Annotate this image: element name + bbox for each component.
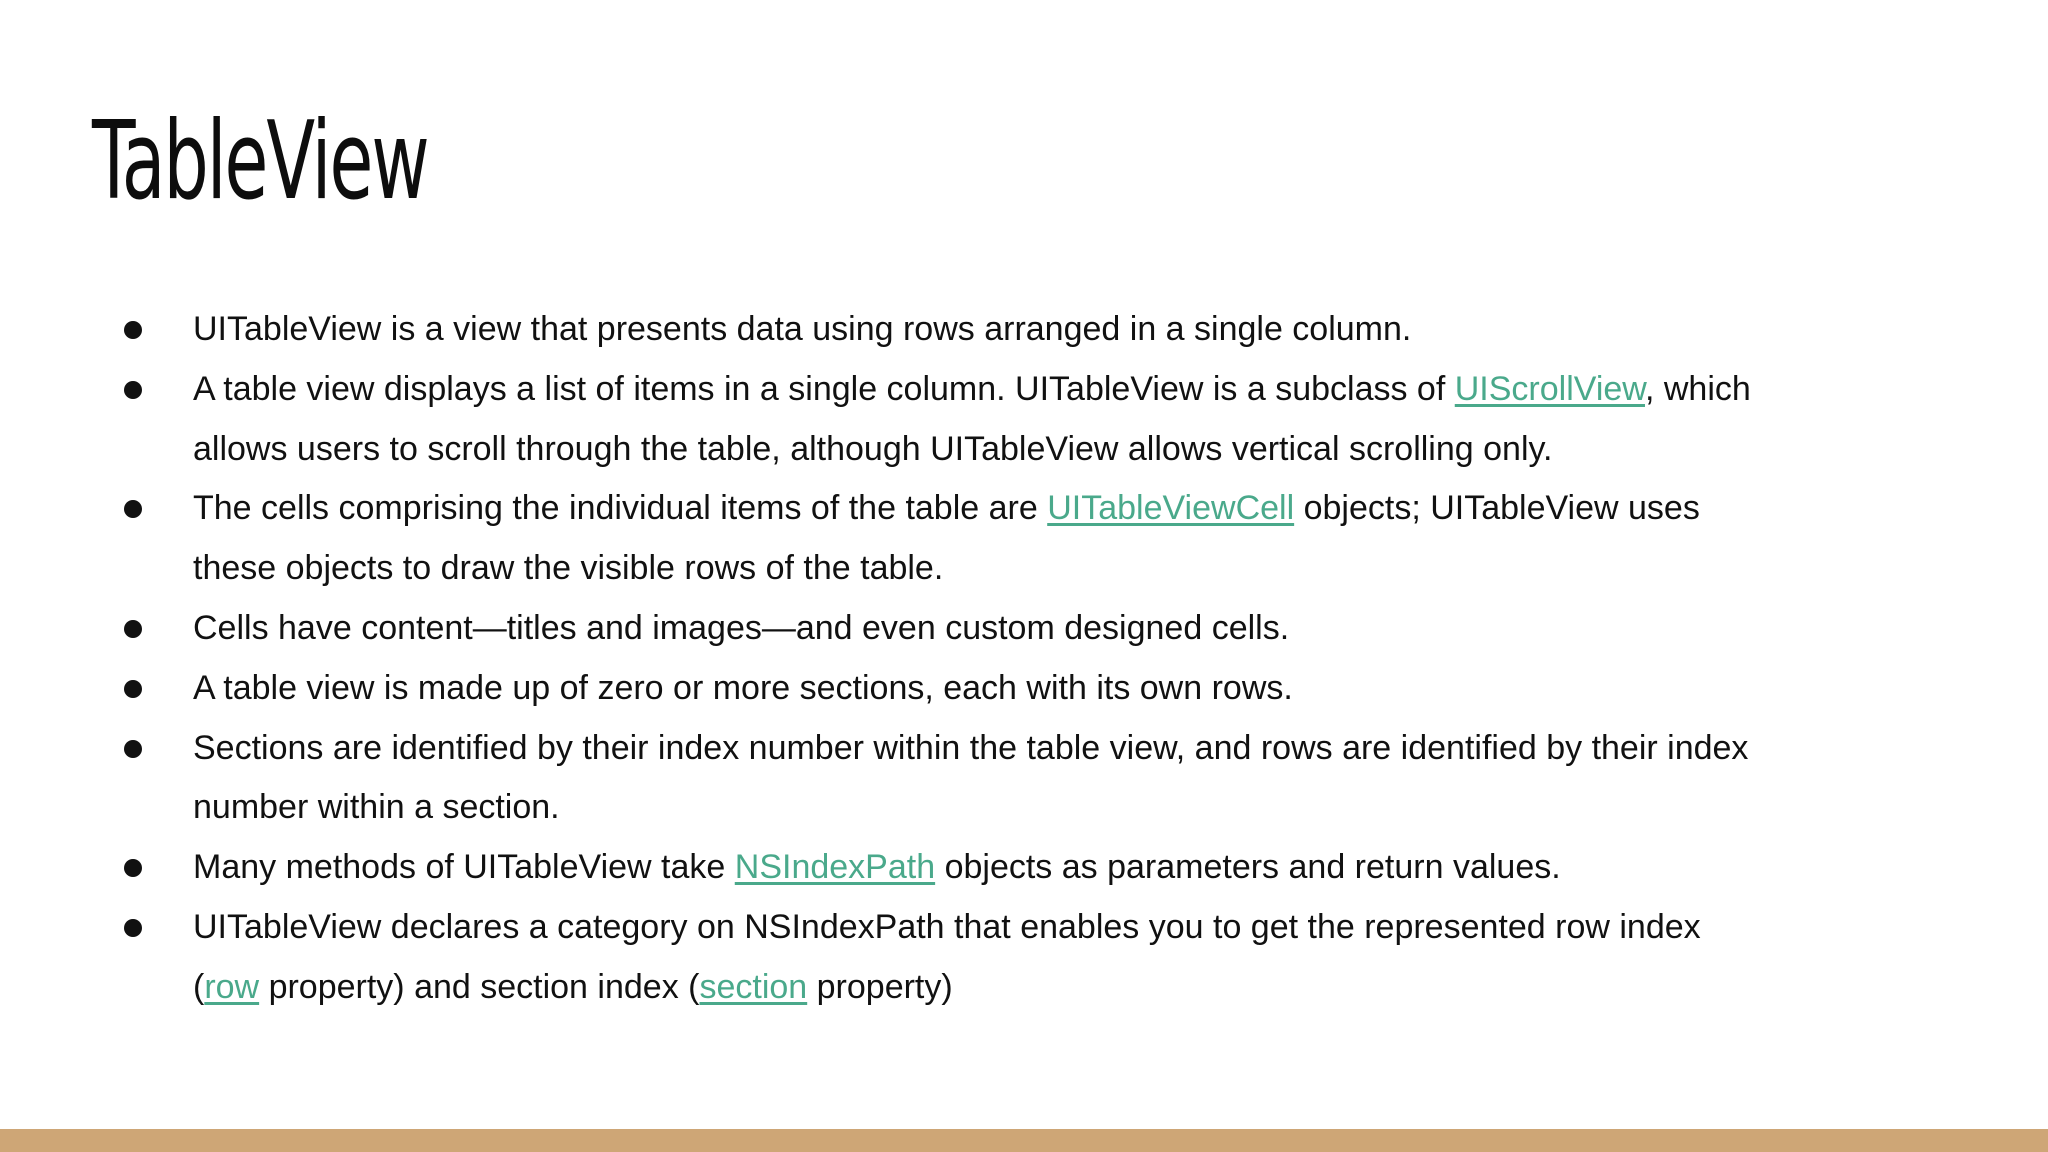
link-nsindexpath[interactable]: NSIndexPath (734, 848, 936, 887)
bullet-text-segment: Many methods of UITableView take (193, 848, 735, 887)
bullet-dot-icon (124, 859, 142, 877)
bullet-dot-icon (124, 680, 142, 698)
bullet-item (0, 300, 1760, 360)
bullet-text-segment: property) and section index ( (259, 967, 700, 1006)
bullet-text-segment: property) (807, 967, 953, 1006)
bullet-text (193, 669, 1293, 707)
footer-bar (0, 1129, 2048, 1152)
bullet-dot-icon (124, 919, 142, 937)
bullet-dot-icon (124, 381, 142, 399)
link-uitableviewcell[interactable]: UITableViewCell (1047, 489, 1295, 528)
bullet-text (193, 310, 1411, 348)
link-row[interactable]: row (204, 967, 260, 1006)
link-section[interactable]: section (699, 967, 808, 1006)
bullet-text-segment: The cells comprising the individual items of the table are (193, 489, 1048, 528)
bullet-item (0, 360, 1760, 480)
bullet-item (0, 838, 1760, 898)
bullet-text-segment: objects as parameters and return values. (935, 848, 1561, 887)
bullet-text-segment: , which allows users to scroll through the table, although UITableView allows vertical scrolling only. (193, 369, 1751, 468)
link-uiscrollview[interactable]: UIScrollView (1454, 369, 1645, 408)
bullet-item (0, 479, 1760, 599)
slide-title: TableView (92, 99, 428, 224)
bullet-text-segment: objects; UITableView uses these objects to draw the visible rows of the table. (193, 489, 1700, 588)
bullet-item (0, 719, 1760, 839)
bullet-item (0, 659, 1760, 719)
bullet-item (0, 599, 1760, 659)
bullet-text (193, 729, 1748, 827)
bullet-text-segment: Sections are identified by their index number within the table view, and rows are identified by their index number within a section. (193, 728, 1749, 827)
bullet-text (193, 489, 1700, 587)
bullet-dot-icon (124, 740, 142, 758)
bullet-dot-icon (124, 620, 142, 638)
bullet-dot-icon (124, 321, 142, 339)
bullet-text-segment: A table view is made up of zero or more sections, each with its own rows. (193, 668, 1293, 707)
bullet-dot-icon (124, 500, 142, 518)
bullet-text-segment: UITableView is a view that presents data using rows arranged in a single column. (193, 310, 1412, 348)
bullet-text (193, 370, 1751, 468)
bullet-text-segment: A table view displays a list of items in a single column. UITableView is a subclass of (193, 369, 1455, 408)
bullet-item (0, 898, 1760, 1018)
bullet-text-segment: UITableView declares a category on NSIndexPath that enables you to get the represented row index ( (193, 907, 1701, 1006)
bullet-text (193, 908, 1701, 1006)
bullet-text (193, 609, 1289, 647)
bullet-list (0, 300, 2048, 1018)
bullet-text (193, 848, 1561, 886)
bullet-text-segment: Cells have content—titles and images—and even custom designed cells. (193, 608, 1290, 647)
